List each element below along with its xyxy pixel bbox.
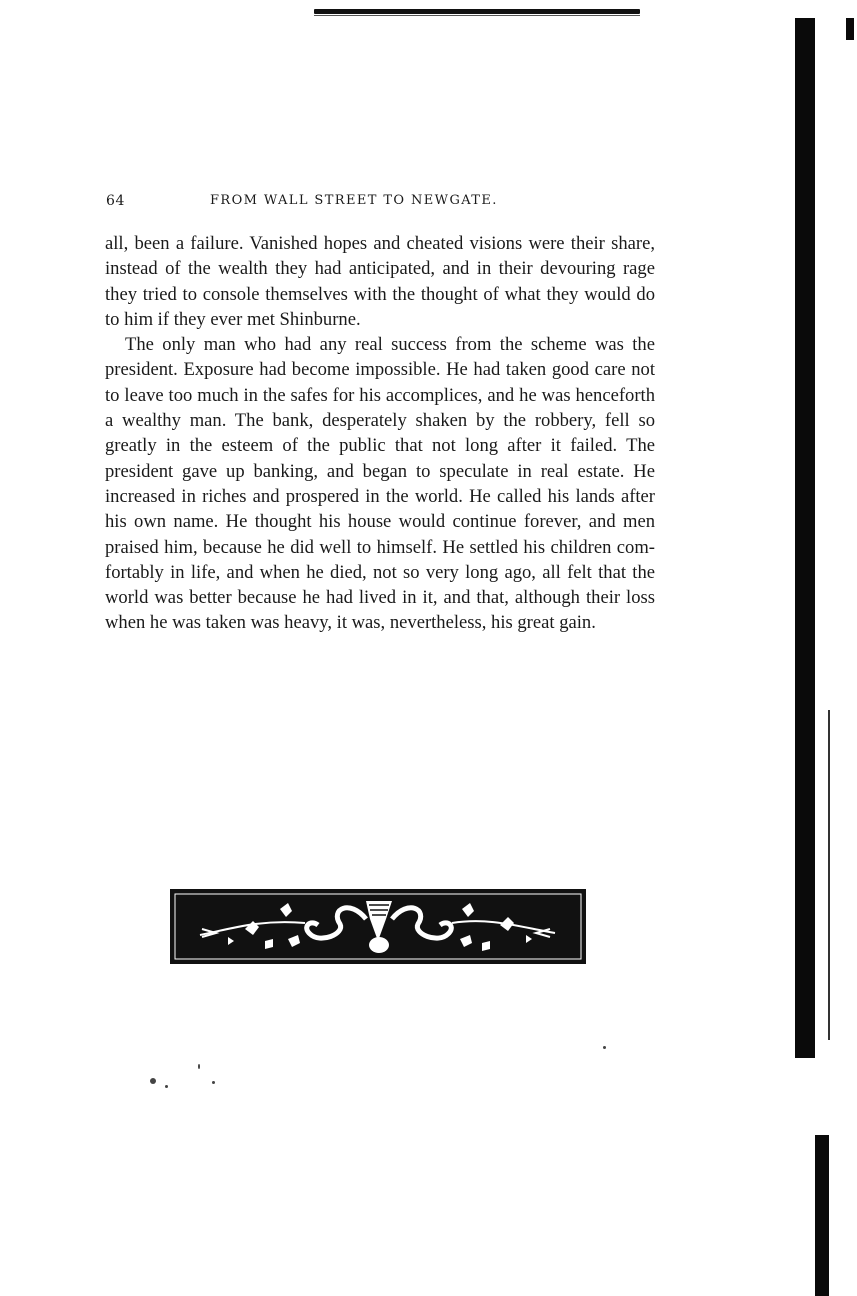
scan-speck	[165, 1085, 168, 1088]
paragraph: all, been a failure. Vanished hopes and cheated visions were their share, instead of the wealth they had anticipated, and in their devouring rage they tried to console themselves with the thought of what they would do to him if they ever met Shinburne.	[105, 233, 655, 330]
decorative-tailpiece	[170, 889, 586, 964]
page-number: 64	[106, 193, 126, 209]
scan-speck	[212, 1081, 215, 1084]
center-bud	[369, 937, 389, 953]
scan-edge-bar	[795, 18, 815, 1058]
scan-speck	[198, 1064, 200, 1069]
top-rule-shadow	[314, 15, 640, 16]
top-rule	[314, 9, 640, 14]
paragraph: The only man who had any real success from the scheme was the president. Exposure had become impossible. He had taken good care not to leave too much in the safes for his accomplices, and he was henceforth a wealthy man. The bank, desperately shaken by the robbery, fell so greatly in the esteem of the public that not long after it failed. The president gave up banking, and began to speculate in real estate. He increased in riches and prospered in the world. He called his lands after his own name. He thought his house would continue forever, and men praised him, because he did well to himself. He settled his children comfortably in life, and when he died, not so very long ago, all felt that the world was better because he had lived in it, and that, although their loss when he was taken was heavy, it was, nevertheless, his great gain.	[105, 334, 655, 634]
page-header	[106, 193, 558, 213]
scan-edge-mark	[846, 18, 854, 40]
scan-speck	[603, 1046, 606, 1049]
running-head: FROM WALL STREET TO NEWGATE.	[210, 193, 498, 208]
scan-speck	[150, 1078, 156, 1084]
body-text	[105, 231, 655, 636]
scan-edge-bar-lower	[815, 1135, 829, 1296]
scan-edge-line	[828, 710, 830, 1040]
